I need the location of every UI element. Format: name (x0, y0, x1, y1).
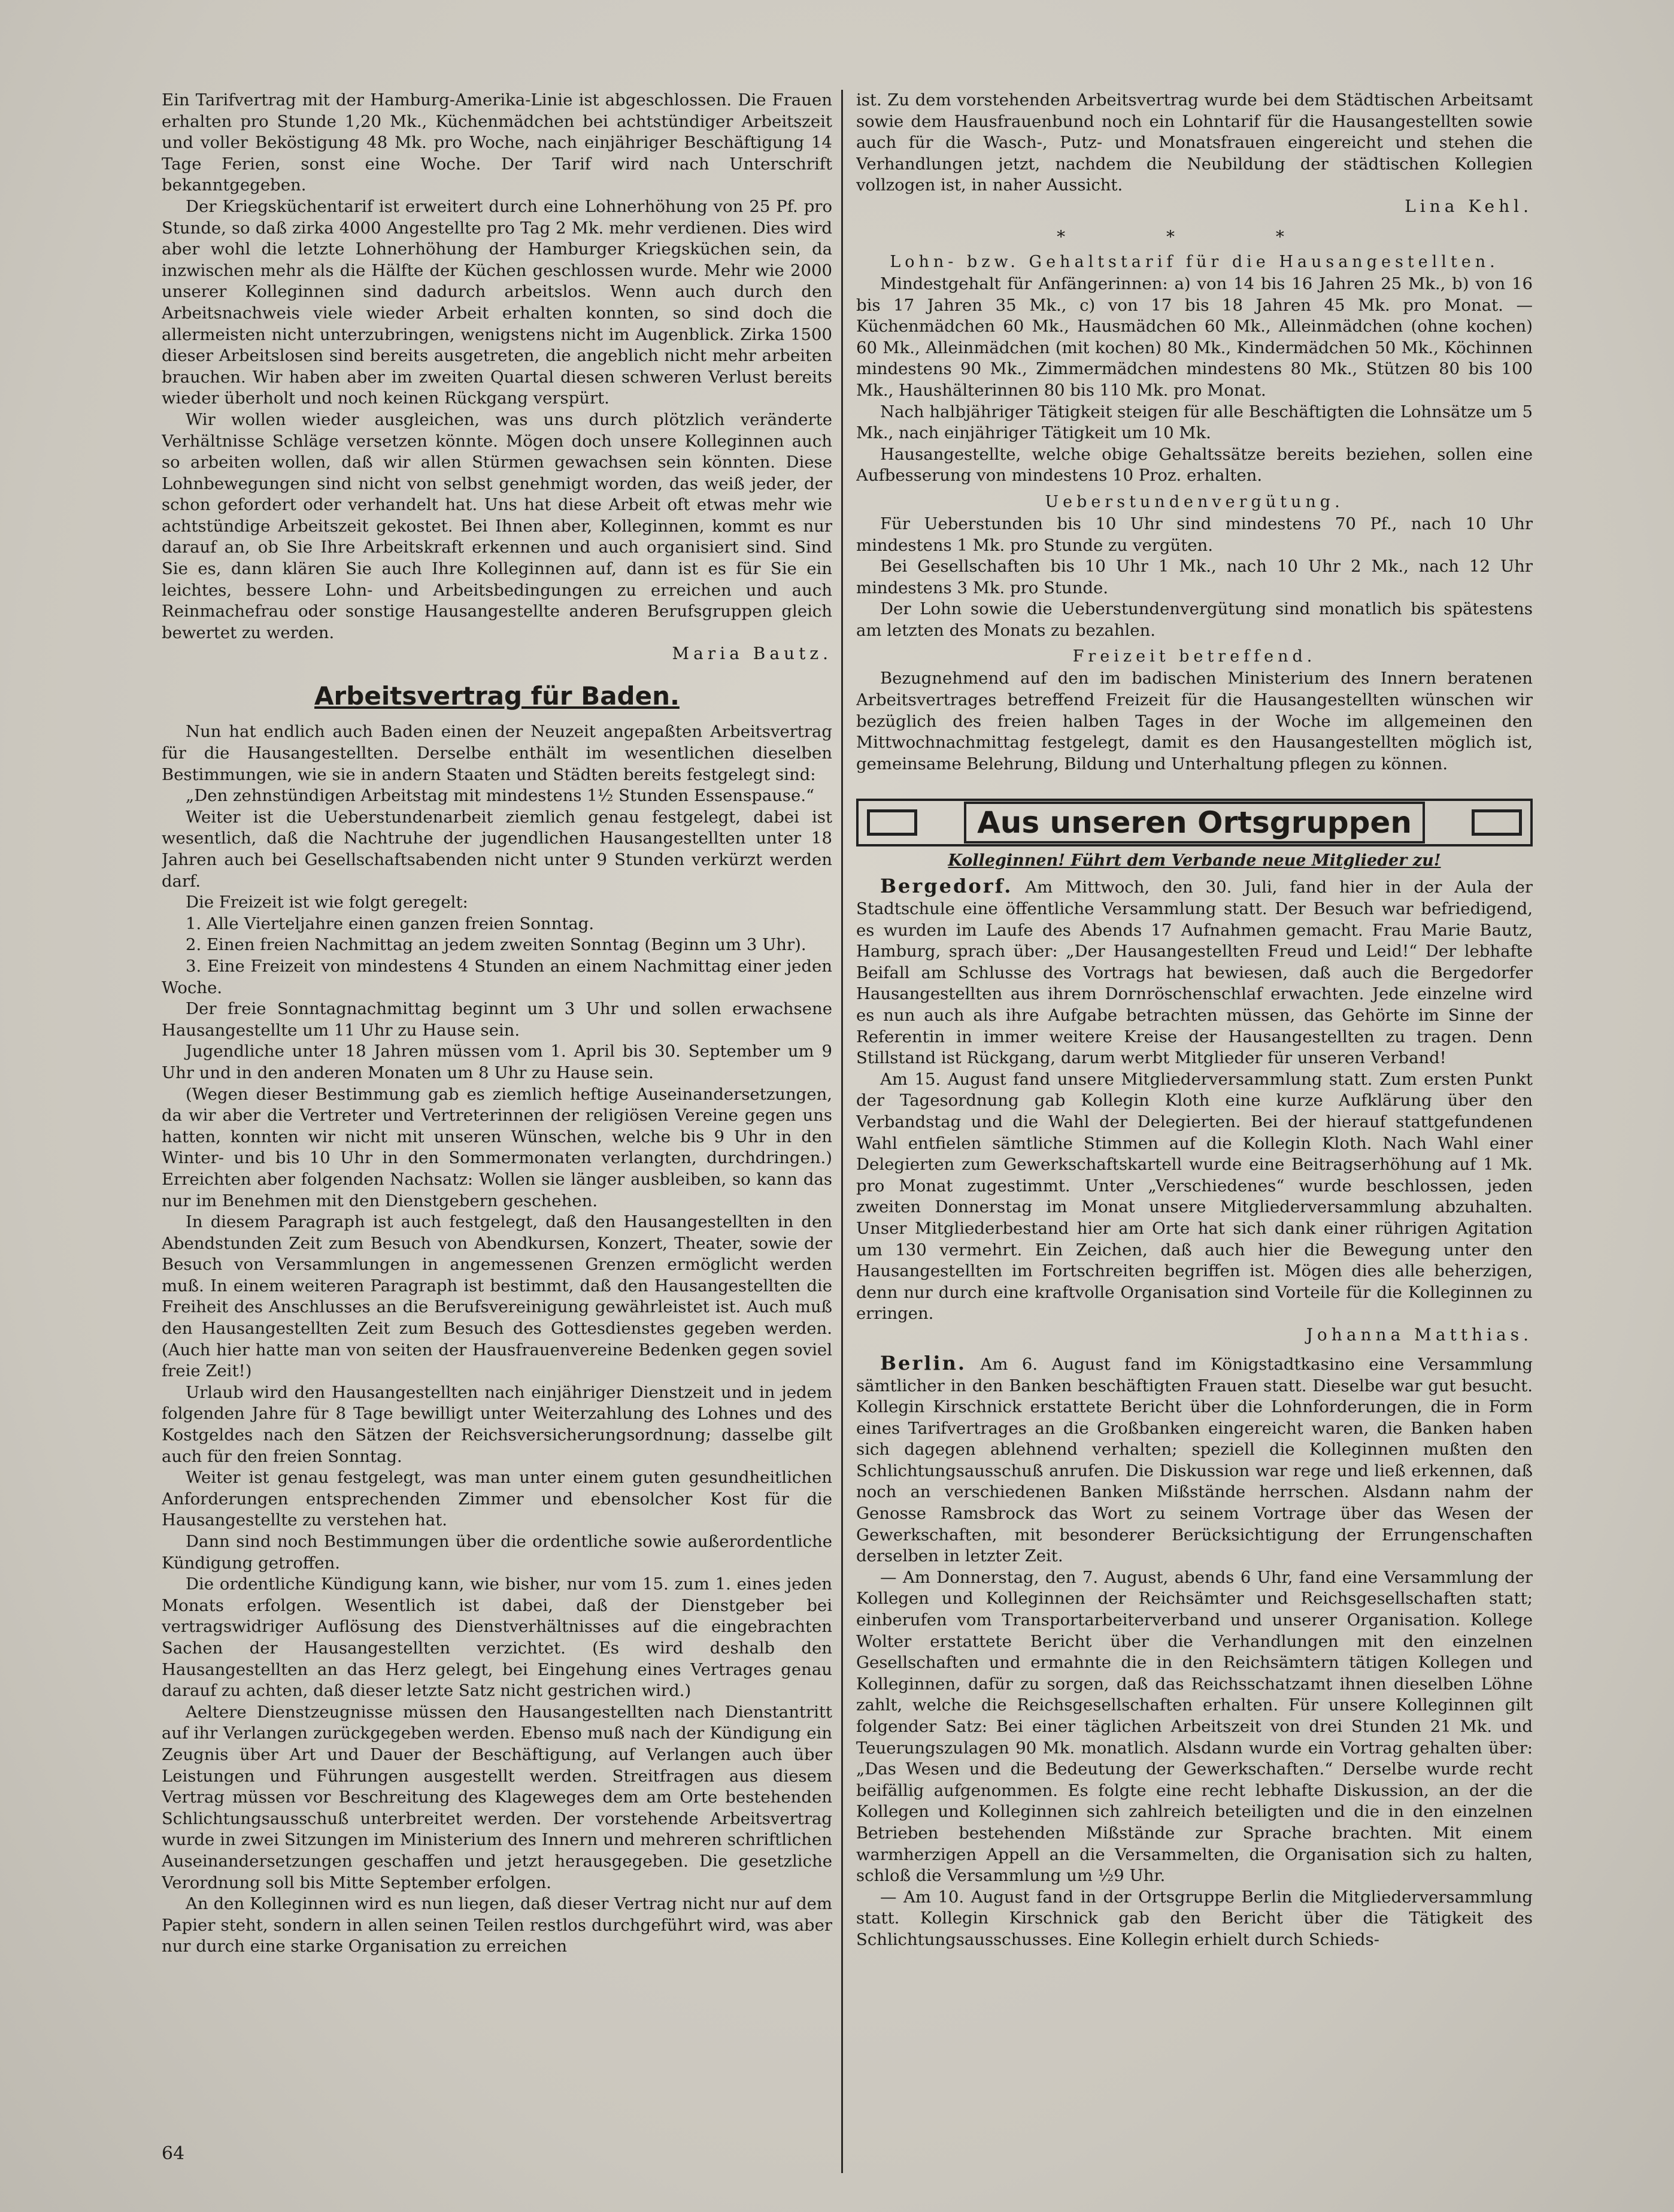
paragraph: Bezugnehmend auf den im badischen Ministerium des Innern beratenen Arbeitsvertrages betreffend Freizeit für die Hausangestellten wünschen wir bezüglich des freien halben Tages in der Woche im allgemeinen den Mittwochnachmittag festgelegt, damit es den Hausangestellten möglich ist, gemeinsame Belehrung, Bildung und Unterhaltung pflegen zu können. (856, 669, 1533, 773)
paragraph: Ein Tarifvertrag mit der Hamburg-Amerika-Linie ist abgeschlossen. Die Frauen erhalten pro Stunde 1,20 Mk., Küchenmädchen bei achtstündiger Arbeitszeit und voller Beköstigung 48 Mk. pro Woche, nach einjähriger Beschäftigung 14 Tage Ferien, sonst eine Woche. Der Tarif wird nach Unterschrift bekanntgegeben. (162, 90, 832, 195)
heading-arbeitsvertrag-baden: Arbeitsvertrag für Baden. (314, 681, 680, 711)
paragraph: Bei Gesellschaften bis 10 Uhr 1 Mk., nach 10 Uhr 2 Mk., nach 12 Uhr mindestens 3 Mk. pro Stunde. (856, 557, 1533, 597)
heading-ueberstunden: Ueberstundenvergütung. (1045, 492, 1344, 511)
page-number: 64 (162, 2143, 185, 2164)
banner-title: Aus unseren Ortsgruppen (964, 802, 1425, 843)
paragraph: Mindestgehalt für Anfängerinnen: a) von 14 bis 16 Jahren 25 Mk., b) von 16 bis 17 Jahren 35 Mk., c) von 17 bis 18 Jahren 45 Mk. pro Monat. — Küchenmädchen 60 Mk., Hausmädchen 60 Mk., Alleinmädchen (ohne kochen) 60 Mk., Alleinmädchen (mit kochen) 80 Mk., Kindermädchen 50 Mk., Köchinnen mindestens 90 Mk., Zimmermädchen mindestens 80 Mk., Stützen 80 bis 100 Mk., Haushälterinnen 80 bis 110 Mk. pro Monat. (856, 274, 1533, 400)
paragraph: Weiter ist die Ueberstundenarbeit ziemlich genau festgelegt, dabei ist wesentlich, daß die Nachtruhe der jugendlichen Hausangestellten unter 18 Jahren auch bei Gesellschaftsabenden nicht unter 9 Stunden verkürzt werden darf. (162, 807, 832, 891)
signature-lina-kehl: Lina Kehl. (1405, 196, 1533, 216)
paragraph: Dann sind noch Bestimmungen über die ordentliche sowie außerordentliche Kündigung getroffen. (162, 1532, 832, 1573)
paragraph: Urlaub wird den Hausangestellten nach einjähriger Dienstzeit und in jedem folgenden Jahre für 8 Tage bewilligt unter Weiterzahlung des Lohnes und des Kostgeldes nach den Sätzen der Reichsversicherungsordnung; dasselbe gilt auch für den freien Sonntag. (162, 1382, 832, 1466)
heading-freizeit: Freizeit betreffend. (1072, 647, 1317, 666)
paragraph: ist. Zu dem vorstehenden Arbeitsvertrag wurde bei dem Städtischen Arbeitsamt sowie dem Hausfrauenbund noch ein Lohntarif für die Hausangestellten sowie auch für die Wasch-, Putz- und Monatsfrauen eingereicht und stehen die Verhandlungen jetzt, nachdem die Neubildung der städtischen Kollegien vollzogen ist, in naher Aussicht. (856, 90, 1533, 195)
paragraph: Für Ueberstunden bis 10 Uhr sind mindestens 70 Pf., nach 10 Uhr mindestens 1 Mk. pro Stunde zu vergüten. (856, 514, 1533, 555)
paragraph-berlin (856, 1353, 1533, 1567)
paragraph: — Am Donnerstag, den 7. August, abends 6 Uhr, fand eine Versammlung der Kollegen und Kolleginnen der Reichsämter und Reichsgesellschaften statt; einberufen vom Transportarbeiterverband und unserer Organisation. Kollege Wolter erstattete Bericht über die Verhandlungen mit den einzelnen Gesellschaften und ermahnte die in den Reichsämtern tätigen Kollegen und Kolleginnen, dafür zu sorgen, daß das Reichsschatzamt ihnen dieselben Löhne zahlt, welche die Reichsgesellschaften erhalten. Für unsere Kolleginnen gilt folgender Satz: Bei einer täglichen Arbeitszeit von drei Stunden 21 Mk. und Teuerungszulagen 90 Mk. monatlich. Alsdann wurde ein Vortrag gehalten über: „Das Wesen und die Bedeutung der Gewerkschaften.“ Derselbe wurde recht beifällig aufgenommen. Es folgte eine recht lebhafte Diskussion, an der die Kollegen und Kolleginnen sich zahlreich beteiligten und die in den einzelnen Betrieben bestehenden Mißstände zur Sprache brachten. Mit einem warmherzigen Appell an die Versammelten, die Organisation sich zu halten, schloß die Versammlung um ½9 Uhr. (856, 1567, 1533, 1886)
place-name: Bergedorf. (880, 875, 1013, 898)
paragraph: Nun hat endlich auch Baden einen der Neuzeit angepaßten Arbeitsvertrag für die Hausangestellten. Derselbe enthält im wesentlichen dieselben Bestimmungen, wie sie in andern Staaten und Städten bereits festgelegt sind: (162, 722, 832, 784)
paragraph: Der Lohn sowie die Ueberstundenvergütung sind monatlich bis spätestens am letzten des Monats zu bezahlen. (856, 599, 1533, 640)
section-banner (856, 799, 1533, 846)
paragraph: Die Freizeit ist wie folgt geregelt: (186, 893, 468, 912)
paragraph-text: Am Mittwoch, den 30. Juli, fand hier in der Aula der Stadtschule eine öffentliche Versammlung statt. Der Besuch war befriedigend, es wurden im Laufe des Abends 17 Aufnahmen gemacht. Frau Marie Bautz, Hamburg, sprach über: „Der Hausangestellten Freud und Leid!“ Der lebhafte Beifall am Schlusse des Vortrags hat bewiesen, daß auch die Bergedorfer Hausangestellten aus ihrem Dornröschenschlaf erwachten. Jede einzelne wird es nun auch als ihre Aufgabe betrachten müssen, das Gehörte im Sinne der Referentin in immer weitere Kreise der Hausangestellten zu tragen. Denn Stillstand ist Rückgang, darum werbt Mitglieder für unseren Verband! (856, 878, 1533, 1068)
paragraph: Die ordentliche Kündigung kann, wie bisher, nur vom 15. zum 1. eines jeden Monats erfolgen. Wesentlich ist dabei, daß der Dienstgeber bei vertragswidriger Auflösung des Dienstverhältnisses auf die eingebrachten Sachen der Hausangestellten verzichtet. (Es wird deshalb den Hausangestellten an das Herz gelegt, bei Eingehung eines Vertrages genau darauf zu achten, daß dieser letzte Satz nicht gestrichen wird.) (162, 1574, 832, 1701)
paragraph: Der Kriegsküchentarif ist erweitert durch eine Lohnerhöhung von 25 Pf. pro Stunde, so daß zirka 4000 Angestellte pro Tag 2 Mk. mehr verdienen. Dies wird aber wohl die letzte Lohnerhöhung der Hamburger Kriegsküchen sein, da inzwischen mehr als die Hälfte der Küchen geschlossen wurde. Mehr wie 2000 unserer Kolleginnen sind dadurch arbeitslos. Wenn auch durch den Arbeitsnachweis viele wieder Arbeit erhalten konnten, so sind doch die allermeisten nicht unterzubringen, wenigstens nicht im Augenblick. Zirka 1500 dieser Arbeitslosen sind bereits ausgetreten, die angeblich nicht mehr arbeiten brauchen. Wir haben aber im zweiten Quartal diesen schweren Verlust bereits wieder überholt und noch keinen Rückgang verspürt. (162, 196, 832, 408)
paragraph: An den Kolleginnen wird es nun liegen, daß dieser Vertrag nicht nur auf dem Papier steht, sondern in allen seinen Teilen restlos durchgeführt wird, was aber nur durch eine starke Organisation zu erreichen (162, 1894, 832, 1956)
place-name: Berlin. (880, 1351, 966, 1374)
paragraph: Aeltere Dienstzeugnisse müssen den Hausangestellten nach Dienstantritt auf ihr Verlangen zurückgegeben werden. Ebenso muß nach der Kündigung ein Zeugnis über Art und Dauer der Beschäftigung, auf Verlangen auch über Leistungen und Führungen ausgestellt werden. Streitfragen aus diesem Vertrag müssen vor Beschreitung des Klageweges dem am Orte bestehenden Schlichtungsausschuß unterbreitet werden. Der vorstehende Arbeitsvertrag wurde in zwei Sitzungen im Ministerium des Innern und mehreren schriftlichen Auseinandersetzungen geschaffen und jetzt herausgegeben. Die gesetzliche Verordnung soll bis Mitte September erfolgen. (162, 1702, 832, 1892)
paragraph: Jugendliche unter 18 Jahren müssen vom 1. April bis 30. September um 9 Uhr und in den anderen Monaten um 8 Uhr zu Hause sein. (162, 1042, 832, 1082)
paragraph: — Am 10. August fand in der Ortsgruppe Berlin die Mitgliederversammlung statt. Kollegin Kirschnick gab den Bericht über die Tätigkeit des Schlichtungsausschusses. Eine Kollegin erhielt durch Schieds- (856, 1887, 1533, 1949)
paragraph: In diesem Paragraph ist auch festgelegt, daß den Hausangestellten in den Abendstunden Zeit zum Besuch von Abendkursen, Konzert, Theater, sowie der Besuch von Versammlungen in angemessenen Grenzen ermöglicht werden muß. In einem weiteren Paragraph ist bestimmt, daß den Hausangestellten die Freiheit des Anschlusses an die Berufsvereinigung gewährleistet ist. Auch muß den Hausangestellten Zeit zum Besuch des Gottesdienstes gegeben werden. (Auch hier hatte man von seiten der Hausfrauenvereine Bedenken gegen soviel freie Zeit!) (162, 1212, 832, 1381)
paragraph: Der freie Sonntagnachmittag beginnt um 3 Uhr und sollen erwachsene Hausangestellte um 11 Uhr zu Hause sein. (162, 999, 832, 1040)
list-item: 1. Alle Vierteljahre einen ganzen freien Sonntag. (186, 914, 595, 933)
separator-stars: * * * (1057, 226, 1332, 247)
paragraph: (Wegen dieser Bestimmung gab es ziemlich heftige Auseinandersetzungen, da wir aber die Vertreter und Vertreterinnen der religiösen Vereine gegen uns hatten, konnten wir nicht mit unseren Wünschen, welche bis 9 Uhr in den Winter- und bis 10 Uhr in den Sommermonaten verlangten, durchdringen.) Erreichten aber folgenden Nachsatz: Wollen sie länger ausbleiben, so kann das nur im Benehmen mit den Dienstgebern geschehen. (162, 1084, 832, 1210)
column-divider (841, 90, 843, 2173)
paragraph: Am 15. August fand unsere Mitgliederversammlung statt. Zum ersten Punkt der Tagesordnung gab Kollegin Kloth eine kurze Aufklärung über den Verbandstag und die Wahl der Delegierten. Bei der hierauf stattgefundenen Wahl entfielen sämtliche Stimmen auf die Kollegin Kloth. Nach Wahl einer Delegierten zum Gewerkschaftskartell wurde eine Beitragserhöhung auf 1 Mk. pro Monat zugestimmt. Unter „Verschiedenes“ wurde beschlossen, jeden zweiten Donnerstag im Monat unsere Mitgliederversammlung abzuhalten. Unser Mitgliederbestand hier am Orte hat sich dank einer rührigen Agitation um 130 vermehrt. Ein Zeichen, daß auch hier die Bewegung unter den Hausangestellten im Fortschreiten begriffen ist. Mögen dies alle beherzigen, denn nur durch eine kraftvolle Organisation sind Vorteile für die Kolleginnen zu erringen. (856, 1069, 1533, 1324)
paragraph: „Den zehnstündigen Arbeitstag mit mindestens 1½ Stunden Essenspause.“ (186, 786, 815, 806)
slogan: Kolleginnen! Führt dem Verbande neue Mitglieder zu! (948, 851, 1441, 870)
heading-lohntarif: Lohn- bzw. Gehaltstarif für die Hausangestellten. (890, 252, 1499, 271)
banner-ornament-left (867, 809, 917, 836)
left-column (162, 90, 832, 2173)
list-item: 2. Einen freien Nachmittag an jedem zweiten Sonntag (Beginn um 3 Uhr). (186, 935, 806, 955)
paragraph: Wir wollen wieder ausgleichen, was uns durch plötzlich veränderte Verhältnisse Schläge versetzen könnte. Mögen doch unsere Kolleginnen auch so arbeiten wollen, daß wir allen Stürmen gewachsen sein könnten. Diese Lohnbewegungen sind nicht von selbst genehmigt worden, das weiß jeder, der schon gefordert oder verhandelt hat. Uns hat diese Arbeit oft etwas mehr wie achtstündige Arbeitszeit gekostet. Bei Ihnen aber, Kolleginnen, kommt es nur darauf an, ob Sie Ihre Arbeitskraft erkennen und auch organisiert sind. Sind Sie es, dann klären Sie auch Ihre Kolleginnen auf, dann ist es für Sie ein leichtes, bessere Lohn- und Arbeitsbedingungen zu erreichen und auch Reinmachefrau oder sonstige Hausangestellte anderen Berufsgruppen gleich bewertet zu werden. (162, 409, 832, 642)
banner-ornament-right (1472, 809, 1522, 836)
paragraph: Nach halbjähriger Tätigkeit steigen für alle Beschäftigten die Lohnsätze um 5 Mk., nach einjähriger Tätigkeit um 10 Mk. (856, 402, 1533, 443)
paragraph-text: Am 6. August fand im Königstadtkasino eine Versammlung sämtlicher in den Banken beschäftigten Frauen statt. Dieselbe war gut besucht. Kollegin Kirschnick erstattete Bericht über die Lohnforderungen, die in Form eines Tarifvertrages an die Großbanken eingereicht waren, die Banken haben sich dagegen ablehnend verhalten; speziell die Kolleginnen mußten den Schlichtungsausschuß anrufen. Die Diskussion war rege und ließ erkennen, daß noch an verschiedenen Banken Mißstände herrschen. Alsdann nahm der Genosse Ramsbrock das Wort zu seinem Vortrage über das Wesen der Gewerkschaften, mit besonderer Berücksichtigung der Errungenschaften derselben in letzter Zeit. (856, 1354, 1533, 1566)
signature-johanna-matthias: Johanna Matthias. (1306, 1324, 1533, 1345)
paragraph: Weiter ist genau festgelegt, was man unter einem guten gesundheitlichen Anforderungen entsprechenden Zimmer und ebensolcher Kost für die Hausangestellte zu verstehen hat. (162, 1468, 832, 1530)
paragraph-bergedorf (856, 876, 1533, 1069)
list-item: 3. Eine Freizeit von mindestens 4 Stunden an einem Nachmittag einer jeden Woche. (162, 956, 832, 997)
signature-maria-bautz: Maria Bautz. (672, 644, 832, 664)
paragraph: Hausangestellte, welche obige Gehaltssätze bereits beziehen, sollen eine Aufbesserung von mindestens 10 Proz. erhalten. (856, 444, 1533, 486)
right-column (856, 90, 1533, 2173)
